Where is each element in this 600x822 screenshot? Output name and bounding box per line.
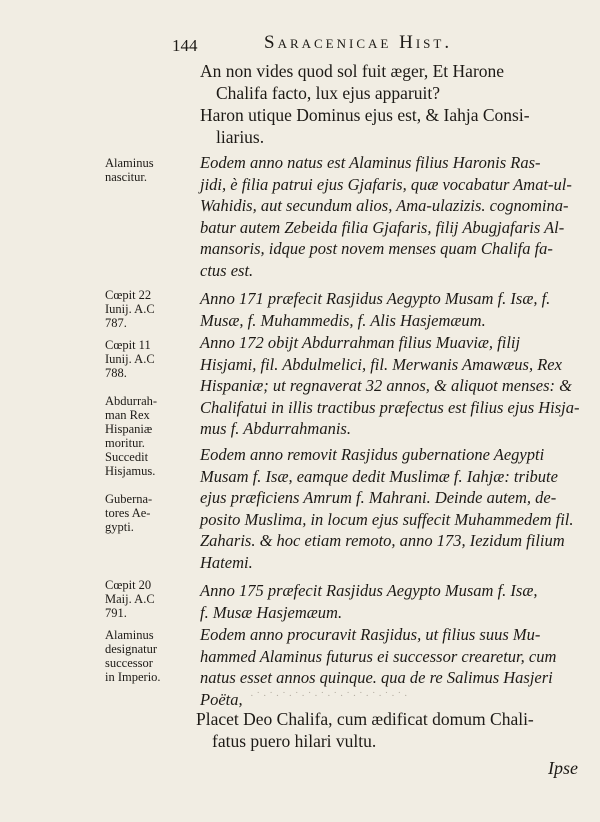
text-line: ejus præficiens Amrum f. Mahrani. Deinde autem, de- — [200, 488, 557, 507]
text-line: Wahidis, aut secundum alios, Ama-ulazizis. cognomina- — [200, 196, 569, 215]
margin-line: Abdurrah- — [105, 394, 158, 408]
verse-line: liarius. — [216, 127, 265, 147]
margin-line: Hispaniæ — [105, 422, 153, 436]
margin-line: Maij. A.C — [105, 592, 155, 606]
verse-line: An non vides quod sol fuit æger, Et Harone — [200, 61, 505, 81]
margin-note-4 — [105, 394, 197, 478]
margin-line: tores Ae- — [105, 506, 151, 520]
text-line: natus esset annos quinque. qua de re Salimus Hasjeri — [200, 668, 553, 687]
paragraph-3 — [200, 332, 592, 440]
margin-line: Cœpit 11 — [105, 338, 151, 352]
margin-note-5 — [105, 492, 197, 534]
margin-line: man Rex — [105, 408, 150, 422]
margin-note-6 — [105, 578, 197, 620]
margin-line: Cœpit 22 — [105, 288, 152, 302]
text-line: hammed Alaminus futurus ei successor crearetur, cum — [200, 646, 557, 666]
text-line: Zaharis. & hoc etiam remoto, anno 173, Iezidum filium — [200, 531, 565, 550]
margin-line: successor — [105, 656, 153, 670]
margin-note-7 — [105, 628, 197, 684]
text-line: f. Musæ Hasjemæum. — [200, 602, 343, 622]
margin-note-1 — [105, 156, 197, 184]
page-header — [160, 30, 580, 56]
text-line: Chalifatui in illis tractibus præfectus est filius ejus Hisja- — [200, 397, 580, 417]
paragraph-1 — [200, 152, 592, 281]
margin-line: in Imperio. — [105, 670, 161, 684]
text-line: Musam f. Isæ, eamque dedit Muslimæ f. Iahjæ: tribute — [200, 466, 558, 486]
margin-line: Iunij. A.C — [105, 302, 155, 316]
paragraph-4 — [200, 444, 592, 573]
running-title: Saracenicae Hist. — [264, 32, 453, 53]
text-line: Musæ, f. Muhammedis, f. Alis Hasjemæum. — [200, 310, 486, 330]
verse-line: fatus puero hilari vultu. — [212, 731, 377, 751]
verse-line: Haron utique Dominus ejus est, & Iahja Consi- — [200, 105, 530, 125]
text-line: Anno 171 præfecit Rasjidus Aegypto Musam f. Isæ, f. — [200, 289, 551, 308]
show-through-texture: · ˙ · ˙ · ˙ · ˙ · ˙ · ˙ · ˙ · ˙ · ˙ · ˙ · ˙ · ˙ · — [250, 690, 408, 702]
margin-line: designatur — [105, 642, 158, 656]
margin-note-2 — [105, 288, 197, 330]
margin-line: 788. — [105, 366, 127, 380]
verse-line: Chalifa facto, lux ejus apparuit? — [216, 83, 441, 103]
verse-line: Placet Deo Chalifa, cum ædificat domum Chali- — [196, 709, 534, 729]
text-line: Eodem anno natus est Alaminus filius Haronis Ras- — [200, 153, 541, 172]
paragraph-5 — [200, 580, 592, 623]
margin-line: 791. — [105, 606, 127, 620]
paragraph-2 — [200, 288, 592, 331]
text-line: jidi, è filia patrui ejus Gjafaris, quæ vocabatur Amat-ul- — [200, 174, 572, 194]
margin-line: moritur. — [105, 436, 145, 450]
margin-line: Alaminus — [105, 628, 154, 642]
margin-line: Iunij. A.C — [105, 352, 155, 366]
catchword: Ipse — [548, 758, 578, 778]
verse-block-1 — [200, 60, 592, 148]
text-line: ctus est. — [200, 260, 254, 280]
text-line: mansoris, idque post novem menses quam Chalifa fa- — [200, 239, 553, 258]
text-line: Poëta, — [200, 689, 243, 709]
margin-line: 787. — [105, 316, 127, 330]
page-number: 144 — [172, 36, 198, 55]
margin-line: gypti. — [105, 520, 134, 534]
text-line: Hispaniæ; ut regnaverat 32 annos, & aliquot menses: & — [200, 376, 572, 395]
text-line: Eodem anno removit Rasjidus gubernatione Aegypti — [200, 445, 545, 464]
margin-line: Guberna- — [105, 492, 153, 506]
margin-line: nascitur. — [105, 170, 148, 184]
text-line: Anno 172 obijt Abdurrahman filius Muaviæ, filij — [200, 333, 521, 352]
margin-note-3 — [105, 338, 197, 380]
margin-line: Hisjamus. — [105, 464, 156, 478]
margin-line: Cœpit 20 — [105, 578, 152, 592]
text-line: mus f. Abdurrahmanis. — [200, 419, 351, 438]
text-line: posito Muslima, in locum ejus suffecit Muhammedem fil. — [200, 509, 574, 529]
text-line: Hatemi. — [200, 552, 253, 572]
text-line: Hisjami, fil. Abdulmelici, fil. Merwanis Amawæus, Rex — [200, 354, 562, 374]
margin-line: Alaminus — [105, 156, 154, 170]
text-line: Anno 175 præfecit Rasjidus Aegypto Musam f. Isæ, — [200, 581, 538, 600]
text-line: batur autem Zebeida filia Gjafaris, filij Abugjafaris Al- — [200, 217, 565, 237]
margin-line: Succedit — [105, 450, 149, 464]
verse-block-2 — [196, 708, 588, 752]
text-line: Eodem anno procuravit Rasjidus, ut filius suus Mu- — [200, 625, 541, 644]
